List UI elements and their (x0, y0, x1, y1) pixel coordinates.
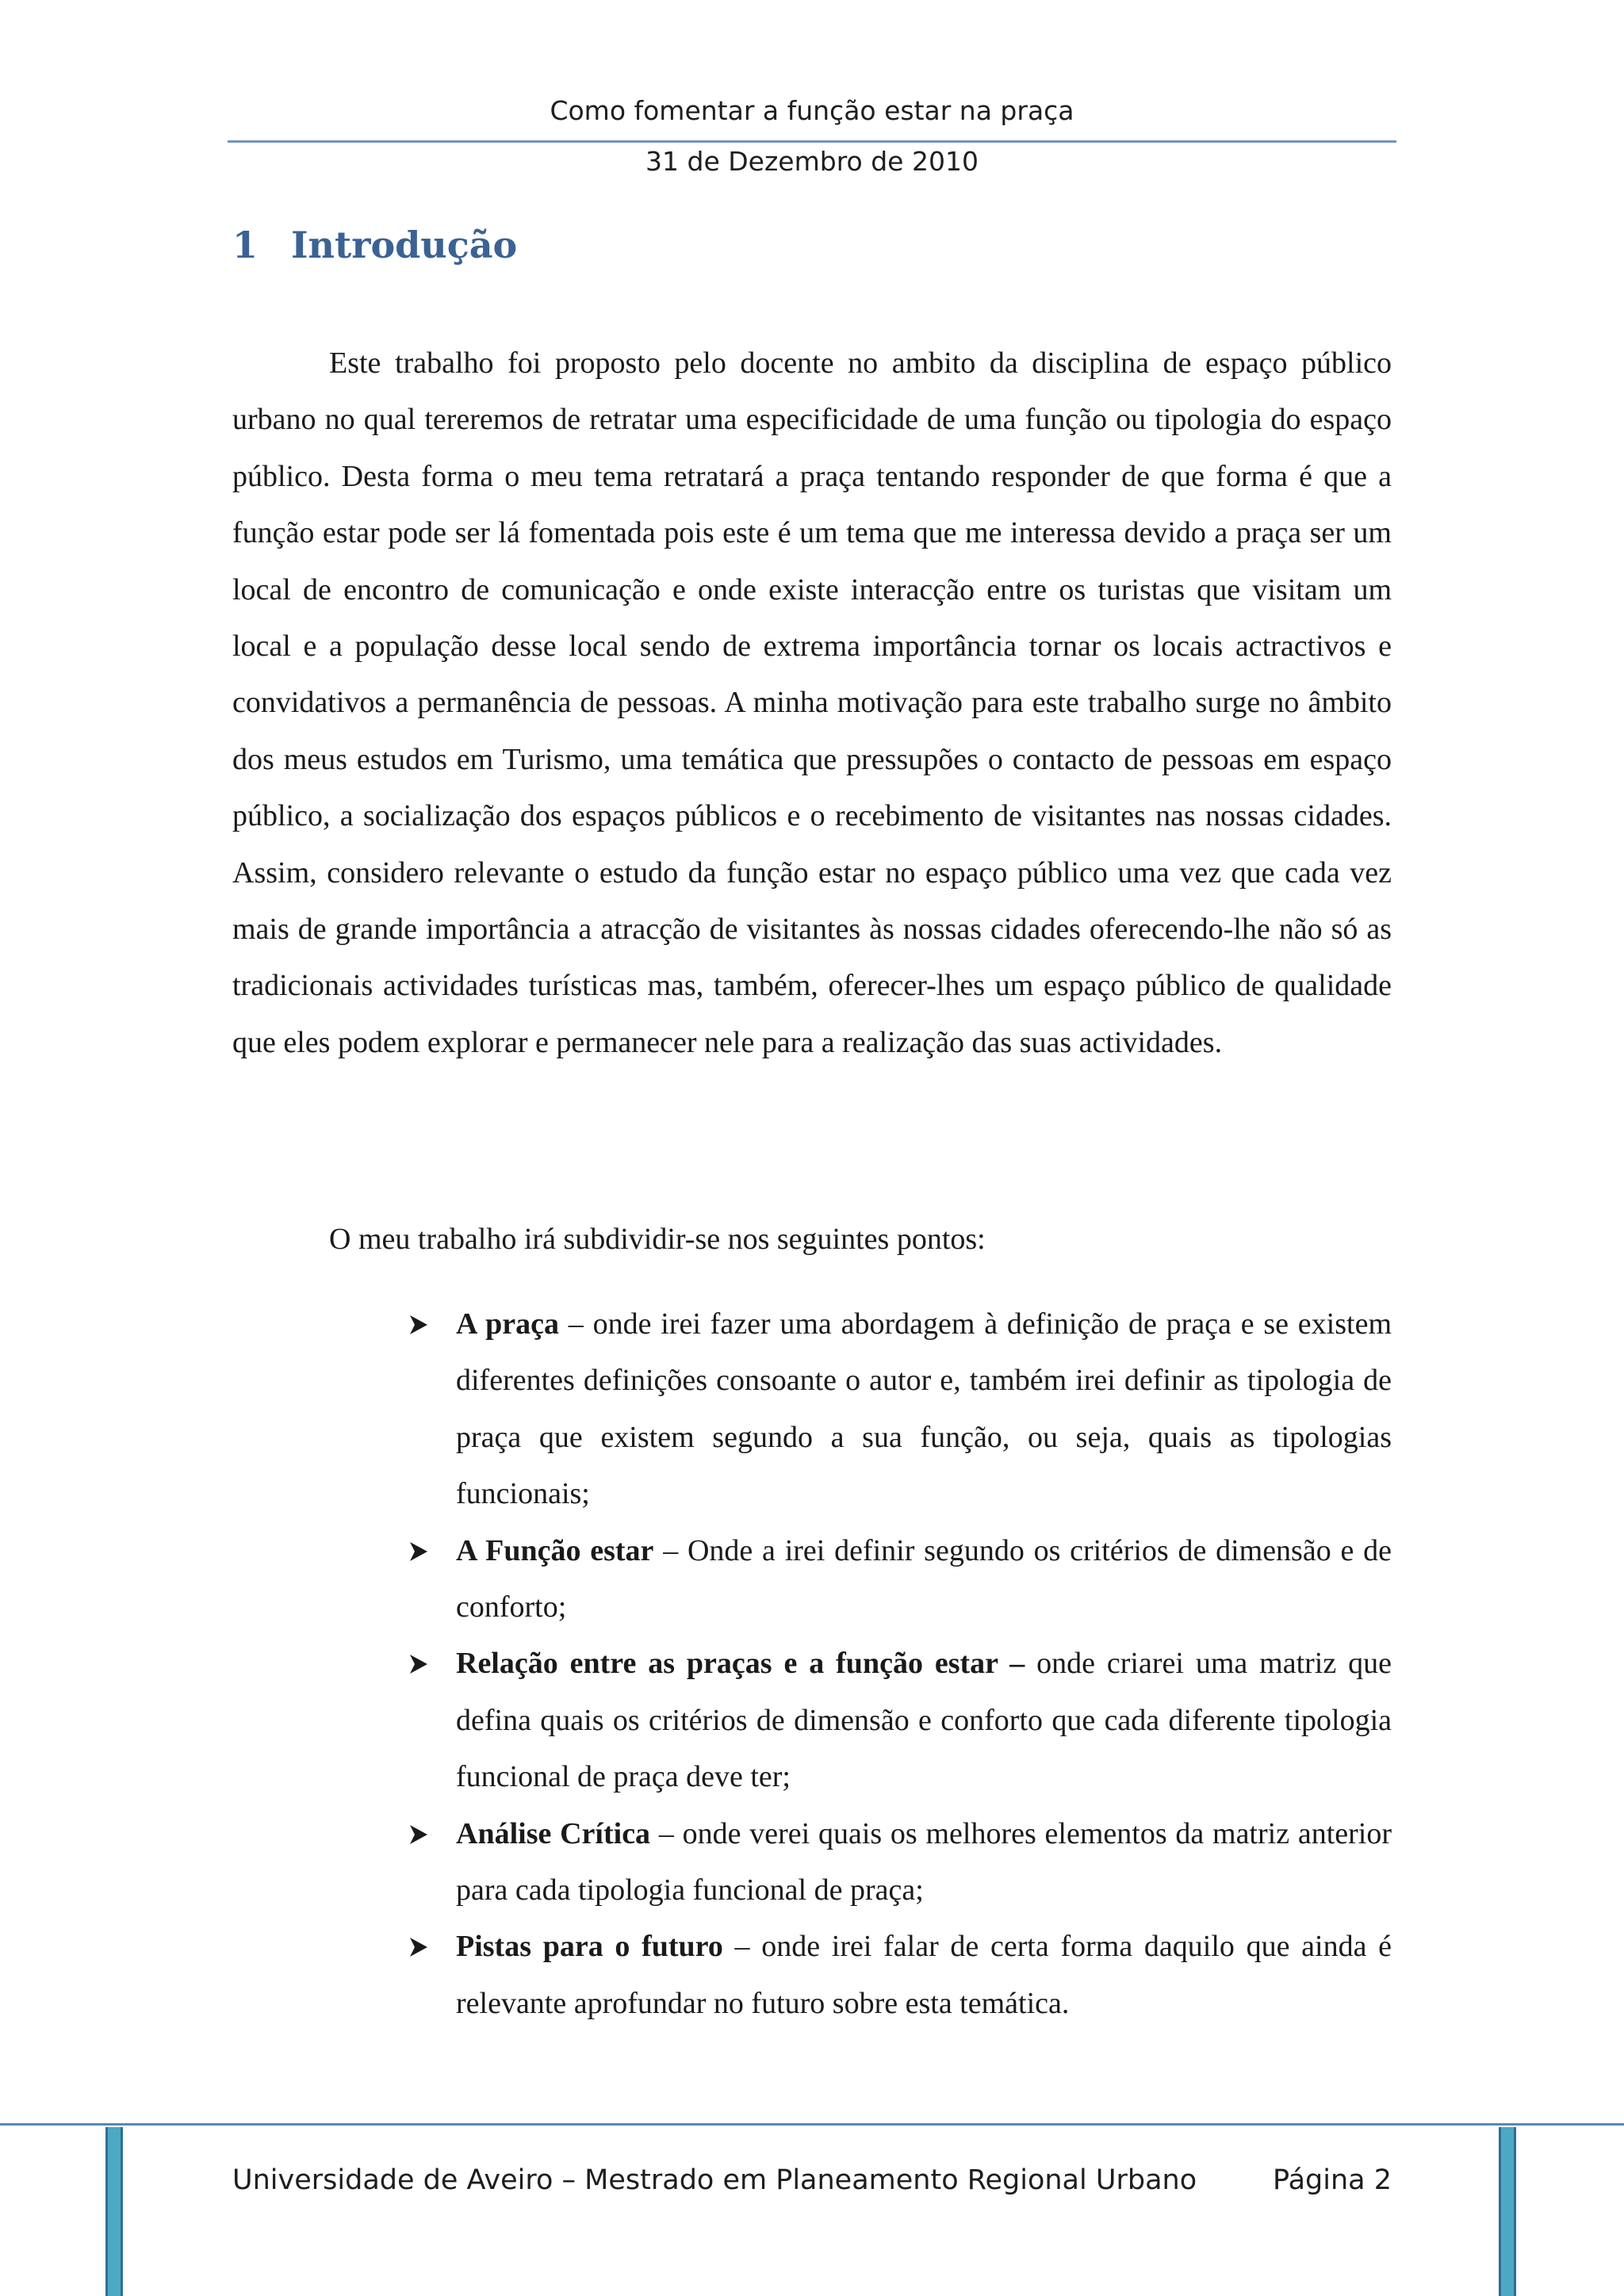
list-item (407, 1806, 1392, 1919)
list-item-term: A Função estar (456, 1533, 654, 1567)
footer-institution: Universidade de Aveiro – Mestrado em Planeamento Regional Urbano (232, 2164, 1197, 2196)
running-header-date: 31 de Dezembro de 2010 (645, 146, 979, 177)
footer-decorative-bar-right (1499, 2127, 1516, 2296)
list-item (407, 1919, 1392, 2032)
running-header-title: Como fomentar a função estar na praça (550, 95, 1074, 126)
arrowhead-bullet-icon (407, 1636, 431, 1692)
list-item-term: A praça (456, 1307, 560, 1341)
list-item (407, 1523, 1392, 1636)
list-item-text: – onde verei quais os melhores elementos da matriz anterior para cada tipologia funcional de praça; (456, 1816, 1392, 1908)
list-item (407, 1636, 1392, 1805)
footer-divider (0, 2123, 1624, 2126)
arrowhead-bullet-icon (407, 1919, 431, 1975)
section-title: Introdução (291, 224, 518, 266)
list-item-term: Pistas para o futuro (456, 1930, 723, 1964)
list-item-text: – onde irei falar de certa forma daquilo que ainda é relevante aprofundar no futuro sobre esta temática. (456, 1930, 1392, 2020)
list-item (407, 1296, 1392, 1523)
section-number: 1 (232, 224, 259, 266)
page-number: Página 2 (1273, 2164, 1392, 2196)
intro-paragraph: Este trabalho foi proposto pelo docente no ambito da disciplina de espaço público urbano no qual tereremos de retratar uma especificidade de uma função ou tipologia do espaço público. Desta forma o meu tema retratará a praça tentando responder de que forma é que a função estar pode ser lá fomentada pois este é um tema que me interessa devido a praça ser um local de encontro de comunicação e onde existe interacção entre os turistas que visitam um local e a população desse local sendo de extrema importância tornar os locais actractivos e convidativos a permanência de pessoas. A minha motivação para este trabalho surge no âmbito dos meus estudos em Turismo, uma temática que pressupões o contacto de pessoas em espaço público, a socialização dos espaços públicos e o recebimento de visitantes nas nossas cidades. Assim, considero relevante o estudo da função estar no espaço público uma vez que cada vez mais de grande importância a atracção de visitantes às nossas cidades oferecendo-lhe não só as tradicionais actividades turísticas mas, também, oferecer-lhes um espaço público de qualidade que eles podem explorar e permanecer nele para a realização das suas actividades. (232, 346, 1392, 1059)
list-intro-text: O meu trabalho irá subdividir-se nos seguintes pontos: (329, 1223, 986, 1256)
list-item-text: – onde irei fazer uma abordagem à definição de praça e se existem diferentes definições consoante o autor e, também irei definir as tipologia de praça que existem segundo a sua função, ou seja, quais as tipologias funcionais; (456, 1307, 1392, 1511)
list-item-term: Relação entre as praças e a função estar – (456, 1647, 1025, 1681)
arrowhead-bullet-icon (407, 1806, 431, 1862)
header-divider (228, 140, 1396, 143)
arrowhead-bullet-icon (407, 1296, 431, 1353)
list-item-text: – Onde a irei definir segundo os critérios de dimensão e de conforto; (456, 1533, 1392, 1624)
list-item-term: Análise Crítica (456, 1816, 651, 1850)
section-heading (232, 224, 517, 266)
list-item-text: onde criarei uma matriz que defina quais os critérios de dimensão e conforto que cada diferente tipologia funcional de praça deve ter; (456, 1647, 1392, 1794)
footer-decorative-bar-left (105, 2127, 123, 2296)
arrowhead-bullet-icon (407, 1523, 431, 1579)
topics-list (407, 1296, 1392, 2032)
